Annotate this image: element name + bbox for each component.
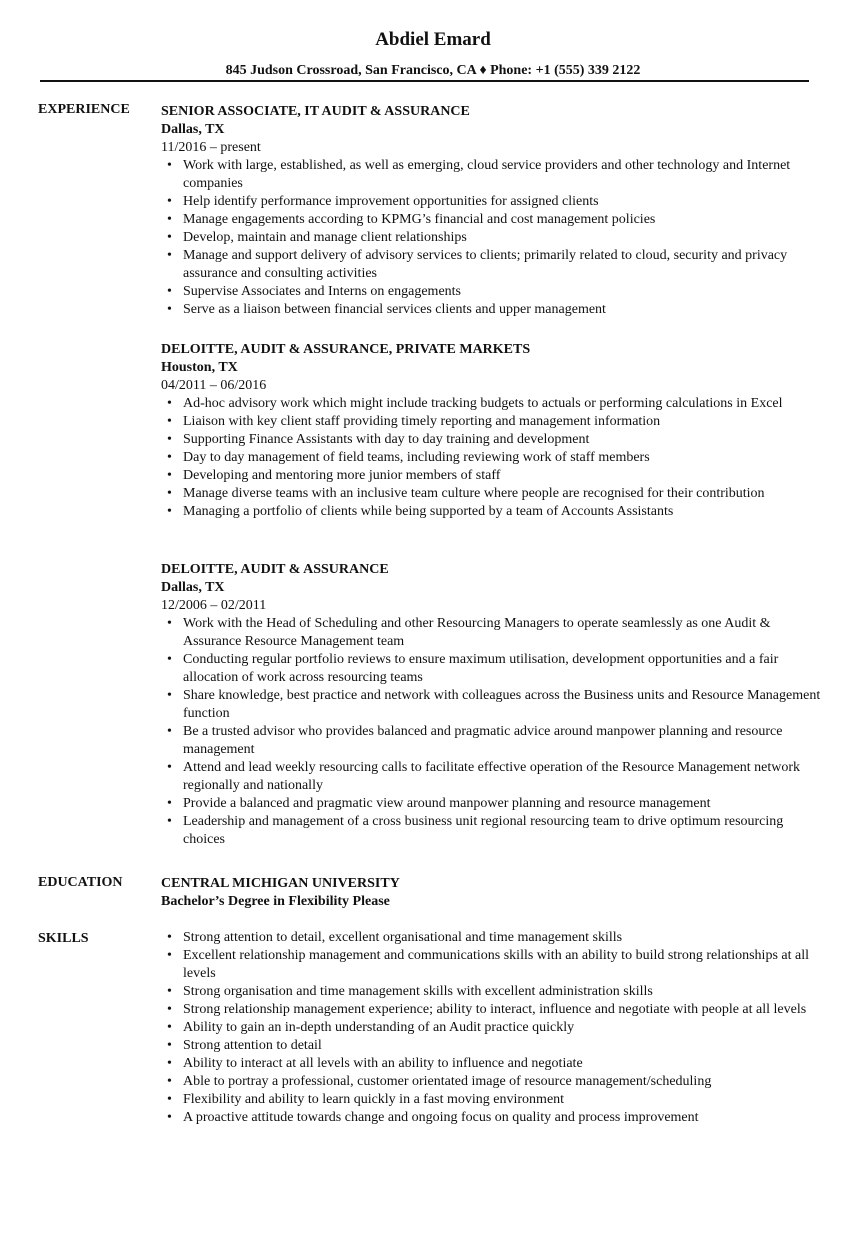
list-item: • Liaison with key client staff providing timely reporting and management information bbox=[161, 413, 821, 431]
education-entry bbox=[161, 875, 821, 911]
list-item: • Manage and support delivery of advisory services to clients; primarily related to cloud, security and privacy assurance and consulting activities bbox=[161, 247, 821, 283]
skills-entry bbox=[161, 929, 821, 1127]
list-item: • Ability to interact at all levels with an ability to influence and negotiate bbox=[161, 1055, 821, 1073]
list-item: • A proactive attitude towards change and ongoing focus on quality and process improvement bbox=[161, 1109, 821, 1127]
section-label-skills: SKILLS bbox=[38, 931, 89, 946]
list-item: • Develop, maintain and manage client relationships bbox=[161, 229, 821, 247]
job-location: Houston, TX bbox=[161, 360, 238, 375]
job-dates: 04/2011 – 06/2016 bbox=[161, 378, 267, 393]
job-location: Dallas, TX bbox=[161, 580, 225, 595]
list-item: • Conducting regular portfolio reviews to ensure maximum utilisation, development opportunities and a fair allocation of work across resourcing teams bbox=[161, 651, 821, 687]
job-dates: 11/2016 – present bbox=[161, 140, 261, 155]
job-bullets bbox=[161, 395, 821, 521]
skills-list bbox=[161, 929, 821, 1127]
job-bullets bbox=[161, 615, 821, 849]
list-item: • Attend and lead weekly resourcing calls to facilitate effective operation of the Resource Management network regionally and nationally bbox=[161, 759, 821, 795]
list-item: • Provide a balanced and pragmatic view around manpower planning and resource management bbox=[161, 795, 821, 813]
job-bullets bbox=[161, 157, 821, 319]
school-name: CENTRAL MICHIGAN UNIVERSITY bbox=[161, 876, 400, 891]
list-item: • Strong relationship management experience; ability to interact, influence and negotiate with people at all levels bbox=[161, 1001, 821, 1019]
list-item: • Managing a portfolio of clients while being supported by a team of Accounts Assistants bbox=[161, 503, 821, 521]
list-item: • Supervise Associates and Interns on engagements bbox=[161, 283, 821, 301]
section-label-education: EDUCATION bbox=[38, 875, 123, 890]
header-divider bbox=[40, 80, 809, 82]
job-entry bbox=[161, 341, 821, 521]
list-item: • Able to portray a professional, customer orientated image of resource management/scheduling bbox=[161, 1073, 821, 1091]
job-entry bbox=[161, 561, 821, 849]
list-item: • Excellent relationship management and communications skills with an ability to build strong relationships at all levels bbox=[161, 947, 821, 983]
section-label-experience: EXPERIENCE bbox=[38, 102, 130, 117]
list-item: • Flexibility and ability to learn quickly in a fast moving environment bbox=[161, 1091, 821, 1109]
job-title: SENIOR ASSOCIATE, IT AUDIT & ASSURANCE bbox=[161, 104, 470, 119]
list-item: • Supporting Finance Assistants with day to day training and development bbox=[161, 431, 821, 449]
list-item: • Strong attention to detail, excellent organisational and time management skills bbox=[161, 929, 821, 947]
candidate-name: Abdiel Emard bbox=[375, 29, 491, 50]
list-item: • Serve as a liaison between financial services clients and upper management bbox=[161, 301, 821, 319]
list-item: • Leadership and management of a cross business unit regional resourcing team to drive optimum resourcing choices bbox=[161, 813, 821, 849]
list-item: • Strong attention to detail bbox=[161, 1037, 821, 1055]
list-item: • Manage engagements according to KPMG’s financial and cost management policies bbox=[161, 211, 821, 229]
contact-line: 845 Judson Crossroad, San Francisco, CA ♦ Phone: +1 (555) 339 2122 bbox=[225, 63, 641, 78]
list-item: • Work with large, established, as well as emerging, cloud service providers and other technology and Internet companies bbox=[161, 157, 821, 193]
list-item: • Developing and mentoring more junior members of staff bbox=[161, 467, 821, 485]
list-item: • Share knowledge, best practice and network with colleagues across the Business units and Resource Management function bbox=[161, 687, 821, 723]
list-item: • Work with the Head of Scheduling and other Resourcing Managers to operate seamlessly as one Audit & Assurance Resource Management team bbox=[161, 615, 821, 651]
job-title: DELOITTE, AUDIT & ASSURANCE, PRIVATE MARKETS bbox=[161, 342, 531, 357]
list-item: • Strong organisation and time management skills with excellent administration skills bbox=[161, 983, 821, 1001]
list-item: • Manage diverse teams with an inclusive team culture where people are recognised for their contribution bbox=[161, 485, 821, 503]
job-entry bbox=[161, 103, 821, 319]
list-item: • Be a trusted advisor who provides balanced and pragmatic advice around manpower planning and resource management bbox=[161, 723, 821, 759]
job-dates: 12/2006 – 02/2011 bbox=[161, 598, 267, 613]
list-item: • Ad-hoc advisory work which might include tracking budgets to actuals or performing calculations in Excel bbox=[161, 395, 821, 413]
list-item: • Day to day management of field teams, including reviewing work of staff members bbox=[161, 449, 821, 467]
list-item: • Help identify performance improvement opportunities for assigned clients bbox=[161, 193, 821, 211]
degree: Bachelor’s Degree in Flexibility Please bbox=[161, 894, 390, 909]
list-item: • Ability to gain an in-depth understanding of an Audit practice quickly bbox=[161, 1019, 821, 1037]
job-title: DELOITTE, AUDIT & ASSURANCE bbox=[161, 562, 389, 577]
job-location: Dallas, TX bbox=[161, 122, 225, 137]
